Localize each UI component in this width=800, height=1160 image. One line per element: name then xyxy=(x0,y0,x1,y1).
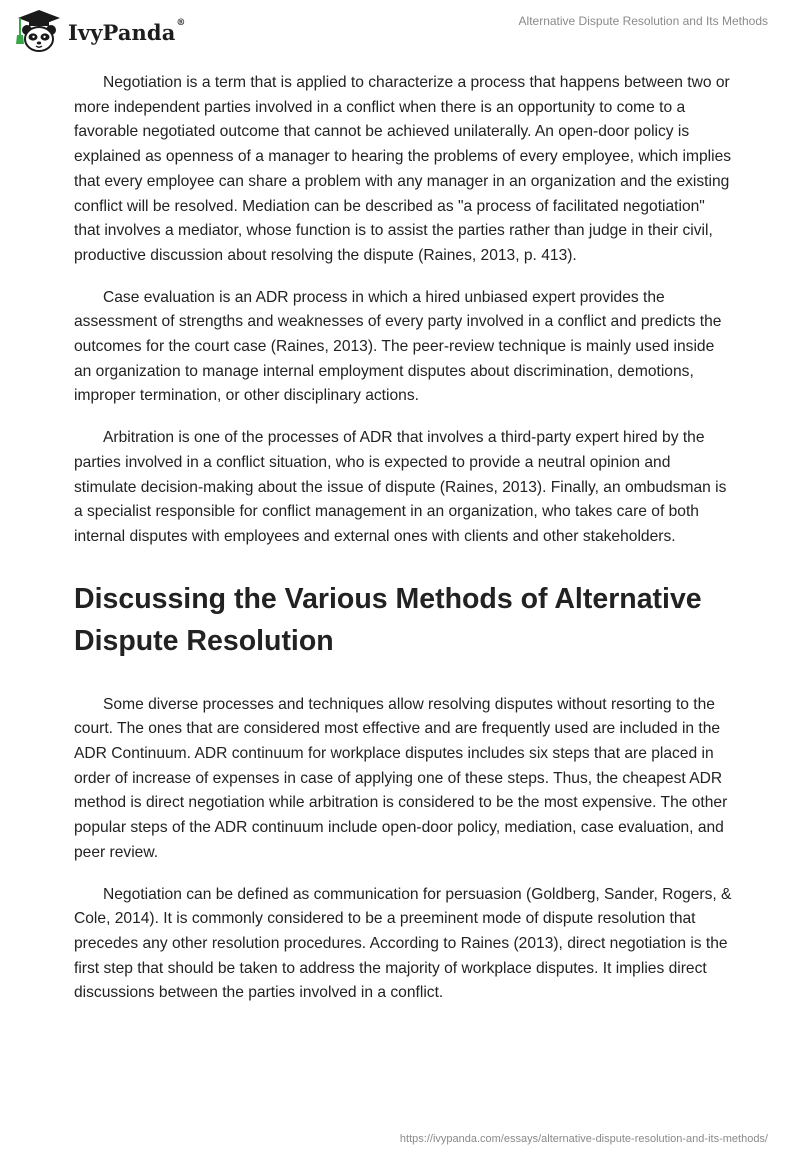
paragraph-arbitration: Arbitration is one of the processes of ADR that involves a third-party expert hired by the parties involved in a conflict situation, who is expected to provide a neutral opinion and stimulate decision-making about the issue of dispute (Raines, 2013). Finally, an ombudsman is a specialist responsible for conflict management in an organization, who takes care of both internal disputes with employees and external ones with clients and other stakeholders. xyxy=(74,429,727,545)
paragraph-adr-continuum: Some diverse processes and techniques allow resolving disputes without resorting to the court. The ones that are considered most effective and are frequently used are included in the ADR Continuum. ADR continuum for workplace disputes includes six steps that are placed in order of increase of expenses in case of applying one of these steps. Thus, the cheapest ADR method is direct negotiation while arbitration is considered to be the most expensive. The other popular steps of the ADR continuum include open-door policy, mediation, case evaluation, and peer review. xyxy=(74,695,728,861)
panda-graduate-icon xyxy=(14,8,64,54)
page-header xyxy=(0,0,800,60)
paragraph-negotiation-definition: Negotiation is a term that is applied to characterize a process that happens between two or more independent parties involved in a conflict when there is an opportunity to come to a favorable negotiated outcome that cannot be achieved unilaterally. An open-door policy is explained as openness of a manager to hearing the problems of every employee, which implies that every employee can share a problem with any manager in an organization and the existing conflict will be resolved. Mediation can be described as "a process of facilitated negotiation" that involves a mediator, whose function is to assist the parties rather than judge in their civil, productive discussion about resolving the dispute (Raines, 2013, p. 413). xyxy=(74,74,732,264)
registered-mark: ® xyxy=(176,17,186,28)
essay-content xyxy=(74,71,734,1023)
paragraph-negotiation-persuasion: Negotiation can be defined as communication for persuasion (Goldberg, Sander, Rogers, & Cole, 2014). It is commonly considered to be a preeminent mode of dispute resolution that precedes any other resolution procedures. According to Raines (2013), direct negotiation is the first step that should be taken to address the majority of workplace disputes. It implies direct discussions between the parties involved in a conflict. xyxy=(74,885,732,1002)
document-title: Alternative Dispute Resolution and Its Methods xyxy=(518,14,768,28)
source-url[interactable]: https://ivypanda.com/essays/alternative-dispute-resolution-and-its-methods/ xyxy=(399,1133,768,1145)
brand-name: IvyPanda® xyxy=(68,17,186,45)
section-heading: Discussing the Various Methods of Alternative Dispute Resolution xyxy=(74,582,702,657)
brand-logo[interactable] xyxy=(14,8,186,54)
paragraph-case-evaluation: Case evaluation is an ADR process in which a hired unbiased expert provides the assessment of strengths and weaknesses of every party involved in a conflict and predicts the outcomes for the court case (Raines, 2013). The peer-review technique is mainly used inside an organization to manage internal employment disputes about discrimination, demotions, improper termination, or other disciplinary actions. xyxy=(74,288,722,405)
